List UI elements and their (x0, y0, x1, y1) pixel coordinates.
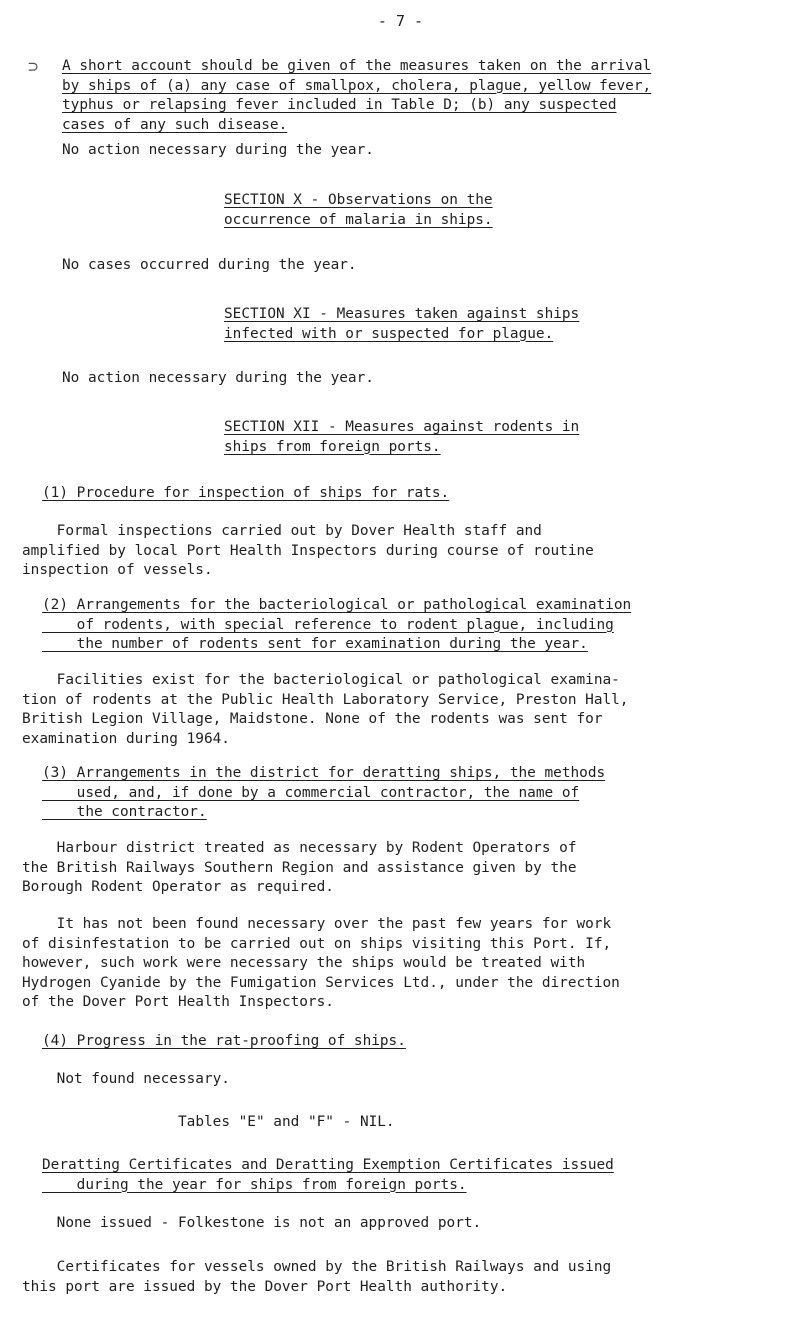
section-x-text: No cases occurred during the year. (62, 257, 357, 273)
intro-text: No action necessary during the year. (62, 142, 374, 158)
section-x-heading: SECTION X - Observations on the occurrence of malaria in ships. (224, 192, 493, 228)
item-3-text-1: Harbour district treated as necessary by Rodent Operators of the British Railways Southern Region and assistance given by the Borough Rodent Operator as required. (22, 840, 577, 895)
certificates-text-2: Certificates for vessels owned by the British Railways and using this port are issued by the Dover Port Health authority. (22, 1259, 612, 1295)
certificates-heading: Deratting Certificates and Deratting Exemption Certificates issued during the year for ships from foreign ports. (42, 1157, 614, 1193)
item-4-heading: (4) Progress in the rat-proofing of ships. (42, 1033, 406, 1049)
item-2-heading: (2) Arrangements for the bacteriological or pathological examination of rodents, with special reference to rodent plague, including the number of rodents sent for examination during the year. (42, 597, 632, 652)
section-xi-text: No action necessary during the year. (62, 370, 374, 386)
page-number: - 7 - (377, 12, 424, 30)
item-4-text: Not found necessary. (22, 1071, 230, 1087)
item-3-heading: (3) Arrangements in the district for deratting ships, the methods used, and, if done by a commercial contractor, the name of the contractor. (42, 765, 606, 820)
section-xi-heading: SECTION XI - Measures taken against ships infected with or suspected for plague. (224, 306, 580, 342)
section-xii-heading: SECTION XII - Measures against rodents in ships from foreign ports. (224, 419, 580, 455)
item-3-text-2: It has not been found necessary over the past few years for work of disinfestation to be carried out on ships visiting this Port. If, however, such work were necessary the ships would be treated with Hydrogen Cyanide by the Fumigation Services Ltd., under the direction of the Dover Port Health Inspectors. (22, 916, 620, 1010)
margin-bracket-mark: ⊃ (28, 57, 39, 77)
item-1-text: Formal inspections carried out by Dover Health staff and amplified by local Port Health Inspectors during course of routine inspection of vessels. (22, 523, 594, 578)
item-2-text: Facilities exist for the bacteriological or pathological examina- tion of rodents at the Public Health Laboratory Service, Preston Hall, British Legion Village, Maidstone. None of the rodents was sent for examination during 1964. (22, 672, 629, 747)
item-1-heading: (1) Procedure for inspection of ships for rats. (42, 485, 450, 501)
certificates-text-1: None issued - Folkestone is not an approved port. (22, 1215, 482, 1231)
intro-heading: A short account should be given of the measures taken on the arrival by ships of (a) any case of smallpox, cholera, plague, yellow fever, typhus or relapsing fever included in Table D; (b) any suspected cases of any such disease. (62, 58, 652, 133)
tables-e-f-text: Tables "E" and "F" - NIL. (178, 1114, 395, 1130)
